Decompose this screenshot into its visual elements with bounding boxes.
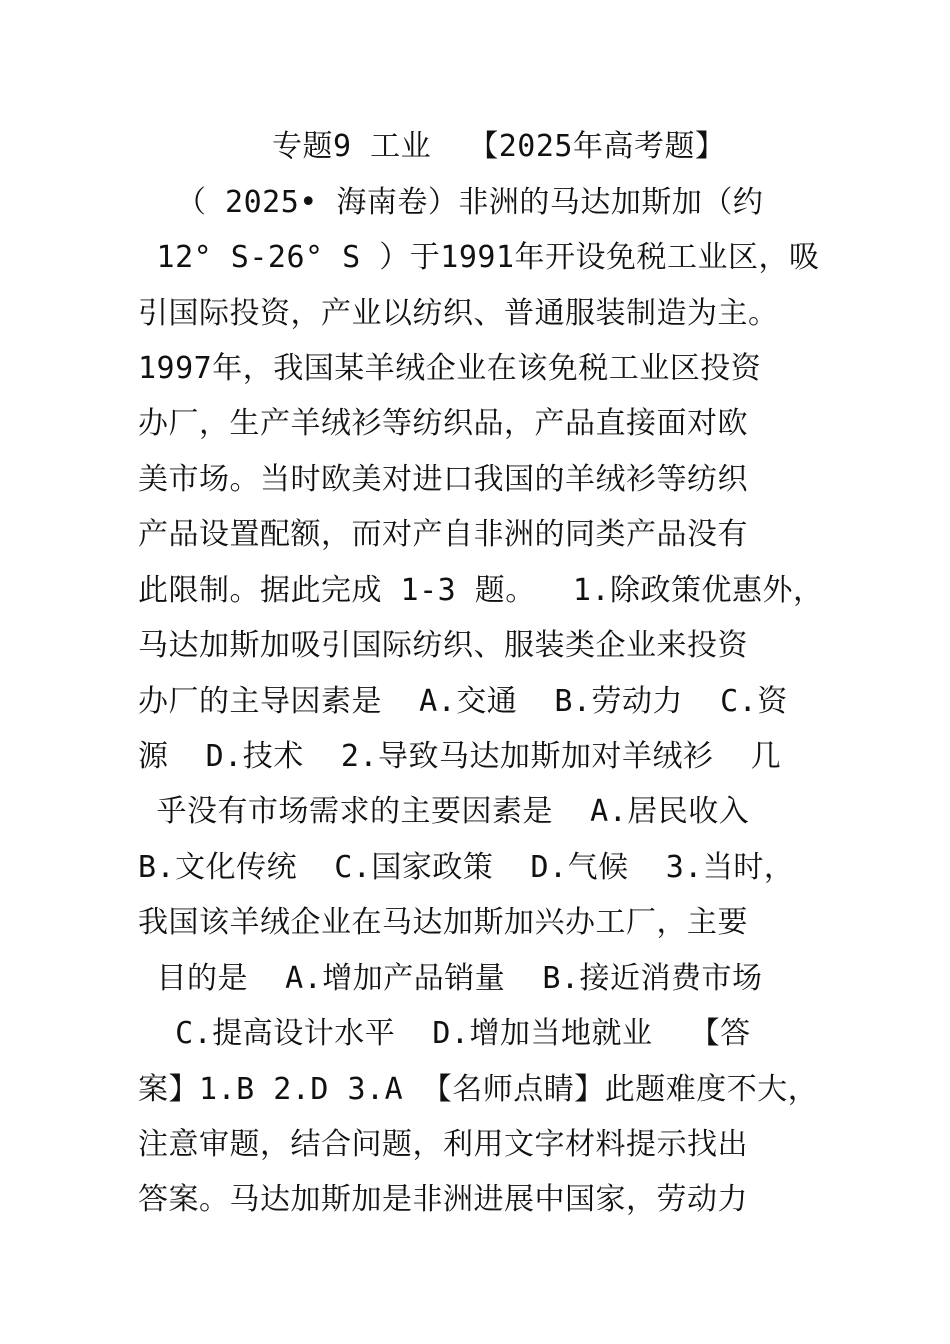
text-line: 目的是 A.增加产品销量 B.接近消费市场: [138, 961, 763, 996]
text-line: 美市场。当时欧美对进口我国的羊绒衫等纺织: [138, 462, 748, 497]
text-line: 乎没有市场需求的主要因素是 A.居民收入: [138, 794, 750, 829]
text-line: 此限制。据此完成 1-3 题。 1.除政策优惠外，: [138, 573, 824, 608]
text-line: 办厂，生产羊绒衫等纺织品，产品直接面对欧: [138, 406, 748, 441]
text-line: 办厂的主导因素是 A.交通 B.劳动力 C.资: [138, 684, 788, 719]
text-line: 答案。马达加斯加是非洲进展中国家，劳动力: [138, 1182, 748, 1217]
text-line: 案】1.B 2.D 3.A 【名师点睛】此题难度不大，: [138, 1072, 819, 1107]
text-line: 源 D.技术 2.导致马达加斯加对羊绒衫 几: [138, 739, 782, 774]
text-line: 12° S-26° S ）于1991年开设免税工业区，吸: [138, 240, 820, 275]
text-line: 注意审题，结合问题，利用文字材料提示找出: [138, 1127, 748, 1162]
text-line: 1997年，我国某羊绒企业在该免税工业区投资: [138, 351, 762, 386]
text-line: B.文化传统 C.国家政策 D.气候 3.当时，: [138, 850, 795, 885]
text-line: 引国际投资，产业以纺织、普通服装制造为主。: [138, 296, 779, 331]
text-line: （ 2025• 海南卷）非洲的马达加斯加（约: [176, 185, 764, 220]
document-title: 专题9 工业 【2025年高考题】: [272, 129, 726, 164]
text-line: 马达加斯加吸引国际纺织、服装类企业来投资: [138, 628, 748, 663]
text-line: 我国该羊绒企业在马达加斯加兴办工厂，主要: [138, 905, 748, 940]
text-line: 产品设置配额，而对产自非洲的同类产品没有: [138, 517, 748, 552]
text-line: C.提高设计水平 D.增加当地就业 【答: [138, 1016, 751, 1051]
